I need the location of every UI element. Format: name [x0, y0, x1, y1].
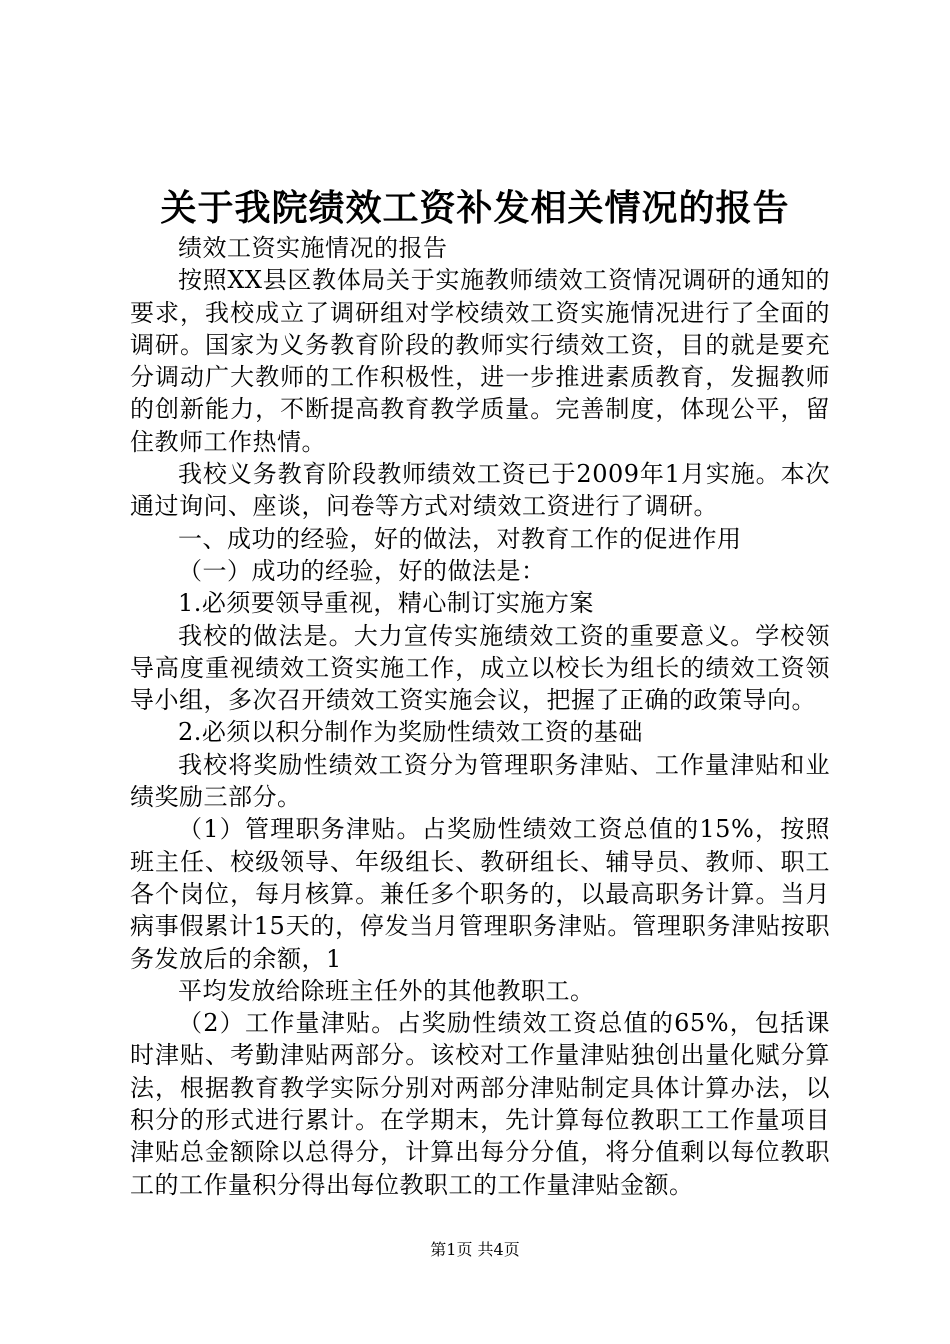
paragraph-intro: 按照XX县区教体局关于实施教师绩效工资情况调研的通知的要求，我校成立了调研组对学校绩效工资实施情况进行了全面的调研。国家为义务教育阶段的教师实行绩效工资，目的就是要充分调动广大教师的工作积极性，进一步推进素质教育，发掘教师的创新能力，不断提高教育教学质量。完善制度，体现公平，留住教师工作热情。	[130, 266, 830, 456]
paragraph-report-subtitle: 绩效工资实施情况的报告	[178, 234, 448, 262]
item-heading-1: 1.必须要领导重视，精心制订实施方案	[178, 589, 594, 618]
paragraph-distribution: 平均发放给除班主任外的其他教职工。	[178, 976, 595, 1005]
item-heading-2: 2.必须以积分制作为奖励性绩效工资的基础	[178, 718, 643, 747]
section-heading-1: 一、成功的经验，好的做法，对教育工作的促进作用	[178, 524, 742, 553]
paragraph-components: 我校将奖励性绩效工资分为管理职务津贴、工作量津贴和业绩奖励三部分。	[130, 750, 830, 812]
subsection-heading-1: （一）成功的经验，好的做法是：	[178, 556, 546, 585]
paragraph-management-allowance: （1）管理职务津贴。占奖励性绩效工资总值的15%，按照班主任、校级领导、年级组长、教研组长、辅导员、教师、职工各个岗位，每月核算。兼任多个职务的，以最高职务计算。当月病事假累计15天的，停发当月管理职务津贴。管理职务津贴按职务发放后的余额，1	[130, 815, 830, 973]
paragraph-workload-allowance: （2）工作量津贴。占奖励性绩效工资总值的65%，包括课时津贴、考勤津贴两部分。该校对工作量津贴独创出量化赋分算法，根据教育教学实际分别对两部分津贴制定具体计算办法，以积分的形式进行累计。在学期末，先计算每位教职工工作量项目津贴总金额除以总得分，计算出每分分值，将分值剩以每位教职工的工作量积分得出每位教职工的工作量津贴金额。	[130, 1009, 830, 1199]
paragraph-implementation: 我校义务教育阶段教师绩效工资已于2009年1月实施。本次通过询问、座谈，问卷等方式对绩效工资进行了调研。	[130, 460, 830, 521]
document-body	[130, 232, 830, 1201]
page-title: 关于我院绩效工资补发相关情况的报告	[160, 188, 790, 229]
page-footer: 第1页 共4页	[430, 1240, 520, 1259]
paragraph-leadership: 我校的做法是。大力宣传实施绩效工资的重要意义。学校领导高度重视绩效工资实施工作，成立以校长为组长的绩效工资领导小组，多次召开绩效工资实施会议，把握了正确的政策导向。	[130, 621, 830, 715]
